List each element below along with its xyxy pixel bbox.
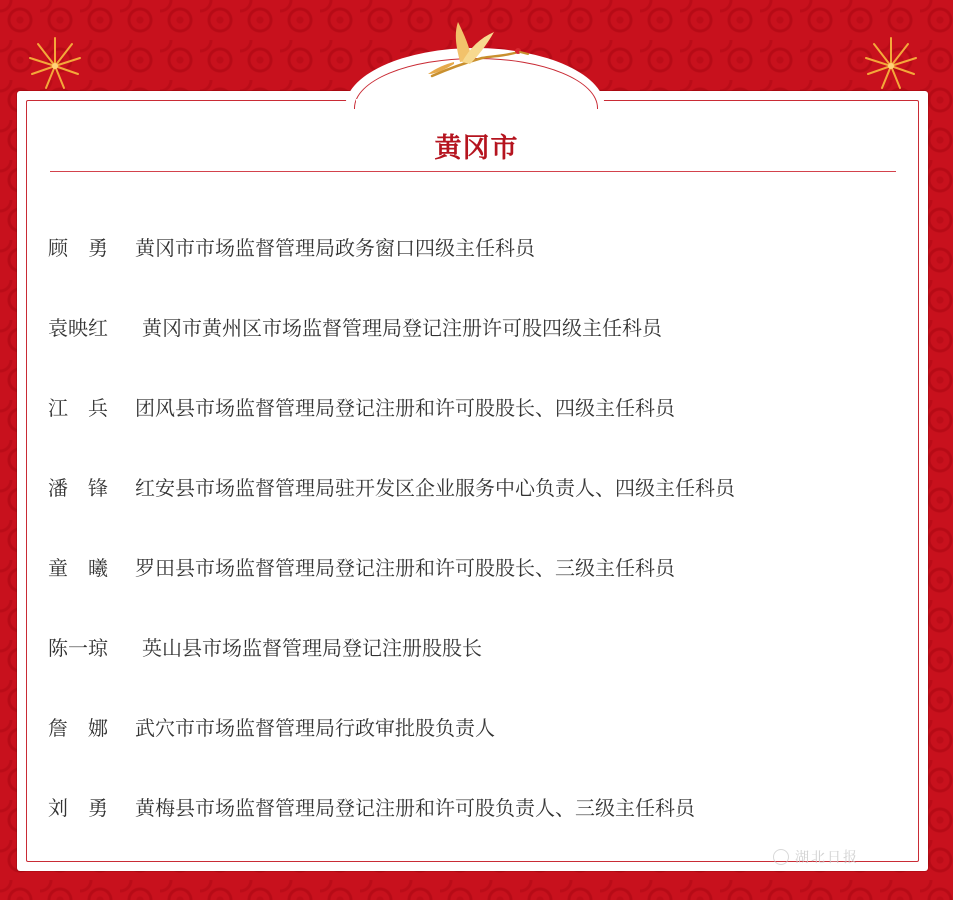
person-name: 江 兵 bbox=[48, 396, 108, 420]
list-item bbox=[48, 308, 908, 388]
person-name: 童 曦 bbox=[48, 556, 108, 580]
person-title: 黄冈市黄州区市场监督管理局登记注册许可股四级主任科员 bbox=[142, 316, 662, 340]
watermark bbox=[773, 846, 913, 868]
list-item bbox=[48, 388, 908, 468]
person-title: 团风县市场监督管理局登记注册和许可股股长、四级主任科员 bbox=[135, 396, 675, 420]
person-title: 红安县市场监督管理局驻开发区企业服务中心负责人、四级主任科员 bbox=[135, 476, 735, 500]
watermark-text: 湖北日报 bbox=[795, 850, 859, 866]
person-title: 黄梅县市场监督管理局登记注册和许可股负责人、三级主任科员 bbox=[135, 796, 695, 820]
person-name: 陈一琼 bbox=[48, 636, 108, 660]
page-title: 黄冈市 bbox=[434, 133, 519, 164]
person-title: 武穴市市场监督管理局行政审批股负责人 bbox=[135, 716, 495, 740]
person-name: 詹 娜 bbox=[48, 716, 108, 740]
honoree-list bbox=[48, 228, 908, 868]
person-name: 袁映红 bbox=[48, 316, 108, 340]
person-title: 罗田县市场监督管理局登记注册和许可股股长、三级主任科员 bbox=[135, 556, 675, 580]
crane-icon bbox=[420, 18, 530, 88]
title-divider bbox=[50, 171, 896, 172]
person-name: 顾 勇 bbox=[48, 236, 108, 260]
list-item bbox=[48, 468, 908, 548]
list-item bbox=[48, 548, 908, 628]
list-item bbox=[48, 628, 908, 708]
watermark-logo-icon bbox=[773, 849, 789, 865]
person-name: 潘 锋 bbox=[48, 476, 108, 500]
list-item bbox=[48, 708, 908, 788]
firework-icon bbox=[20, 28, 90, 98]
person-title: 英山县市场监督管理局登记注册股股长 bbox=[142, 636, 482, 660]
person-name: 刘 勇 bbox=[48, 796, 108, 820]
list-item bbox=[48, 228, 908, 308]
person-title: 黄冈市市场监督管理局政务窗口四级主任科员 bbox=[135, 236, 535, 260]
firework-icon bbox=[856, 28, 926, 98]
